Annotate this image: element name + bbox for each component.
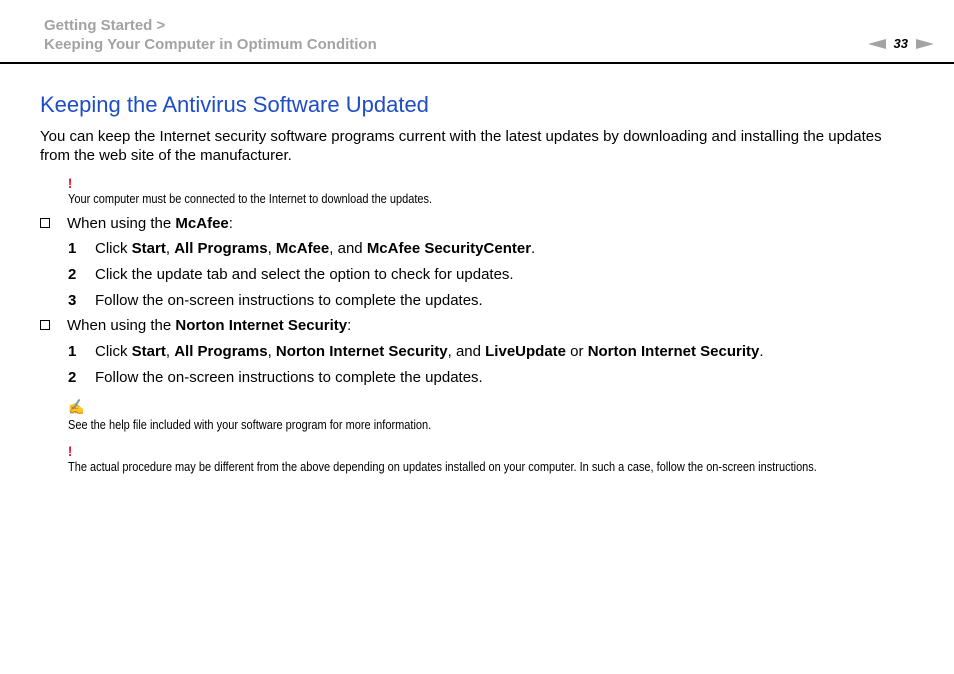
mcafee-step-3 [68, 291, 483, 310]
pencil-note-icon: ✍ [68, 399, 85, 416]
breadcrumb-parent[interactable]: Getting Started > [44, 17, 166, 34]
page-header [0, 0, 954, 64]
tip-text: See the help file included with your software program for more information. [68, 418, 432, 432]
bullet-norton [40, 316, 351, 335]
previous-page-arrow-icon[interactable] [868, 39, 886, 49]
caution-icon: ! [68, 443, 73, 459]
bullet-text: When using the Norton Internet Security: [67, 317, 352, 334]
page-navigation [868, 36, 934, 51]
step-number: 3 [68, 292, 77, 309]
note-text: The actual procedure may be different from the above depending on updates installed on your computer. In such a case, follow the on-screen instructions. [68, 460, 817, 474]
checkbox-bullet-icon [40, 320, 50, 330]
caution-icon: ! [68, 175, 73, 191]
bullet-mcafee [40, 214, 233, 233]
bullet-text: When using the McAfee: [67, 215, 233, 232]
step-number: 1 [68, 343, 77, 360]
step-text: Click Start, All Programs, McAfee, and McAfee SecurityCenter. [95, 240, 536, 257]
intro-paragraph: You can keep the Internet security software programs current with the latest updates by downloading and installing the updates from the web site of the manufacturer. [40, 128, 882, 164]
step-text: Follow the on-screen instructions to complete the updates. [95, 369, 483, 386]
breadcrumb [44, 16, 377, 54]
note-text: Your computer must be connected to the Internet to download the updates. [68, 192, 433, 206]
page-number: 33 [893, 36, 908, 51]
breadcrumb-current[interactable]: Keeping Your Computer in Optimum Condition [44, 36, 377, 53]
note-procedure-may-differ [68, 444, 895, 476]
step-text: Follow the on-screen instructions to complete the updates. [95, 292, 483, 309]
norton-step-1 [68, 342, 764, 361]
norton-step-2 [68, 368, 483, 387]
mcafee-step-2 [68, 265, 514, 284]
mcafee-step-1 [68, 239, 535, 258]
section-title: Keeping the Antivirus Software Updated [40, 92, 429, 117]
tip-help-file [68, 400, 895, 434]
note-internet-required [68, 176, 895, 208]
step-text: Click Start, All Programs, Norton Internet Security, and LiveUpdate or Norton Internet Security. [95, 343, 764, 360]
header-divider [0, 62, 954, 64]
step-number: 1 [68, 240, 77, 257]
next-page-arrow-icon[interactable] [916, 39, 934, 49]
step-number: 2 [68, 266, 77, 283]
step-number: 2 [68, 369, 77, 386]
step-text: Click the update tab and select the option to check for updates. [95, 266, 514, 283]
checkbox-bullet-icon [40, 218, 50, 228]
